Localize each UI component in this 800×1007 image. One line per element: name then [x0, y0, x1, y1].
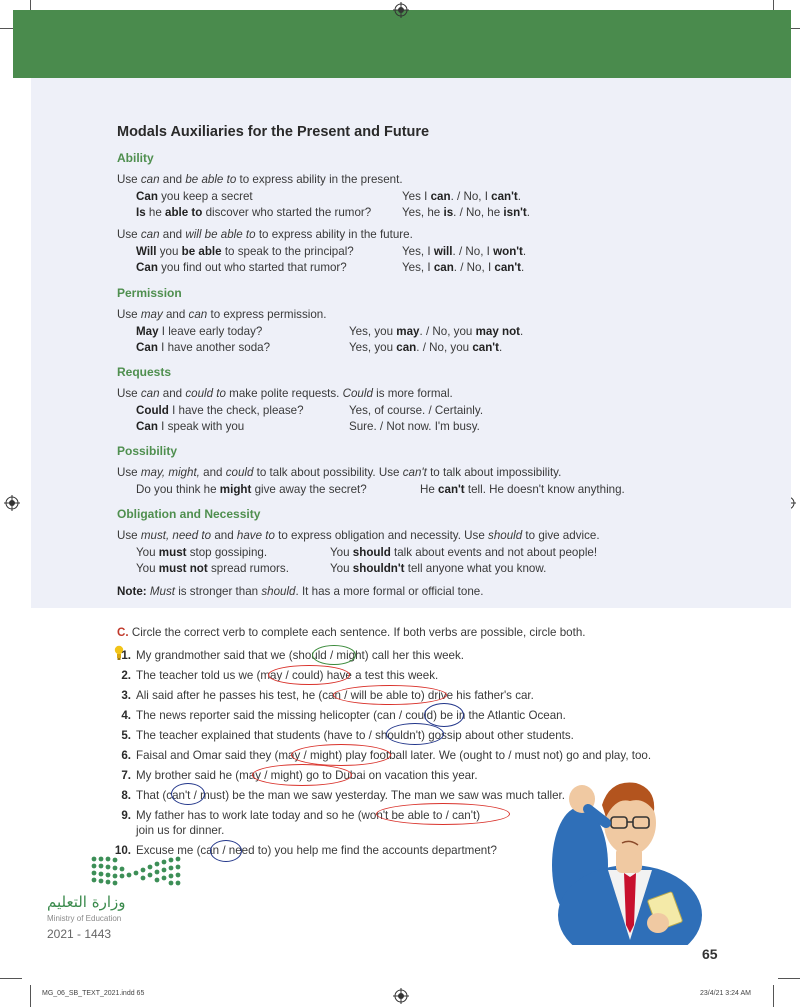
- academic-year: 2021 - 1443: [47, 927, 112, 941]
- header-band: [13, 10, 791, 78]
- requests-example-question: Can I speak with you: [136, 420, 245, 433]
- permission-intro: Use may and can to express permission.: [117, 308, 327, 321]
- exercise-item-continued: join us for dinner.: [136, 824, 225, 837]
- section-heading-possibility: Possibility: [117, 444, 178, 458]
- ability-example-question: Can you find out who started that rumor?: [136, 261, 347, 274]
- permission-example-question: May I leave early today?: [136, 325, 263, 338]
- requests-example-answer: Yes, of course. / Certainly.: [349, 404, 484, 417]
- ministry-english-name: Ministry of Education: [47, 914, 122, 923]
- requests-intro: Use can and could to make polite requests. Could is more formal.: [117, 387, 453, 400]
- exercise-item: 9. My father has to work late today and so he (won't be able to / can't): [121, 809, 481, 822]
- section-heading-ability: Ability: [117, 151, 154, 165]
- exercise-item: 3. Ali said after he passes his test, he (can / will be able to) drive his father's car.: [121, 689, 534, 702]
- ability-intro-future: Use can and will be able to to express ability in the future.: [117, 228, 413, 241]
- section-heading-obligation: Obligation and Necessity: [117, 507, 261, 521]
- ability-example-question: Will you be able to speak to the principal?: [136, 245, 354, 258]
- permission-example-question: Can I have another soda?: [136, 341, 271, 354]
- ability-example-question: Can you keep a secret: [136, 190, 253, 203]
- exercise-item: 1. My grandmother said that we (should / might) call her this week.: [121, 649, 464, 662]
- section-heading-requests: Requests: [117, 365, 172, 379]
- exercise-item: 5. The teacher explained that students (have to / shouldn't) gossip about other students.: [121, 729, 574, 742]
- note-text: Note: Must is stronger than should. It has a more formal or official tone.: [117, 585, 484, 598]
- exercise-item: 4. The news reporter said the missing helicopter (can / could) be in the Atlantic Ocean.: [121, 709, 566, 722]
- permission-example-answer: Yes, you can. / No, you can't.: [349, 341, 503, 354]
- obligation-example-right: You shouldn't tell anyone what you know.: [330, 562, 547, 575]
- permission-example-answer: Yes, you may. / No, you may not.: [349, 325, 524, 338]
- crop-mark: [773, 985, 774, 1007]
- answer-circle: [171, 783, 205, 805]
- crop-mark: [778, 978, 800, 979]
- exercise-item: 7. My brother said he (may / might) go to Dubai on vacation this year.: [121, 769, 478, 782]
- answer-circle: [333, 685, 447, 705]
- obligation-example-left: You must stop gossiping.: [136, 546, 268, 559]
- ability-example-answer: Yes, he is. / No, he isn't.: [402, 206, 531, 219]
- registration-mark-icon: [393, 2, 409, 18]
- ability-example-answer: Yes I can. / No, I can't.: [402, 190, 521, 203]
- possibility-intro: Use may, might, and could to talk about possibility. Use can't to talk about impossibility.: [117, 466, 562, 479]
- requests-example-answer: Sure. / Not now. I'm busy.: [349, 420, 480, 433]
- possibility-example-question: Do you think he might give away the secret?: [136, 483, 367, 496]
- obligation-intro: Use must, need to and have to to express obligation and necessity. Use should to give advice.: [117, 529, 600, 542]
- obligation-example-right: You should talk about events and not about people!: [330, 546, 598, 559]
- exercise-item: 2. The teacher told us we (may / could) have a test this week.: [121, 669, 439, 682]
- registration-mark-icon: [4, 495, 20, 511]
- registration-mark-icon: [393, 988, 409, 1004]
- answer-circle: [210, 840, 242, 862]
- exercise-instruction: C. Circle the correct verb to complete each sentence. If both verbs are possible, circle both.: [117, 626, 586, 639]
- answer-circle: [252, 764, 352, 786]
- answer-circle: [291, 744, 391, 766]
- answer-circle: [268, 665, 350, 685]
- page-number: 65: [702, 946, 718, 962]
- answer-circle: [424, 703, 464, 727]
- section-heading-permission: Permission: [117, 286, 182, 300]
- ability-example-question: Is he able to discover who started the rumor?: [136, 206, 372, 219]
- answer-circle: [312, 645, 356, 665]
- crop-mark: [30, 985, 31, 1007]
- exercise-item: 6. Faisal and Omar said they (may / might) play football later. We (ought to / must not) go and play, too.: [121, 749, 652, 762]
- obligation-example-left: You must not spread rumors.: [136, 562, 289, 575]
- ability-example-answer: Yes, I can. / No, I can't.: [402, 261, 525, 274]
- crop-mark: [0, 978, 22, 979]
- requests-example-question: Could I have the check, please?: [136, 404, 304, 417]
- ministry-arabic-name: وزارة التعليم: [47, 893, 126, 911]
- possibility-example-answer: He can't tell. He doesn't know anything.: [420, 483, 625, 496]
- ability-intro-present: Use can and be able to to express ability in the present.: [117, 173, 403, 186]
- ministry-logo-icon: [90, 855, 182, 887]
- grammar-title: Modals Auxiliaries for the Present and Future: [117, 124, 430, 140]
- footer-file-label: MG_06_SB_TEXT_2021.indd 65: [42, 990, 145, 997]
- answer-circle: [386, 723, 444, 745]
- answer-circle: [376, 803, 510, 825]
- confused-man-illustration: [540, 765, 720, 945]
- exercise-item: 8. That (can't / must) be the man we saw yesterday. The man we saw was much taller.: [121, 789, 565, 802]
- ability-example-answer: Yes, I will. / No, I won't.: [402, 245, 527, 258]
- footer-date: 23/4/21 3:24 AM: [700, 990, 751, 997]
- exercise-item: 10. Excuse me (can / need to) you help me find the accounts department?: [114, 844, 497, 857]
